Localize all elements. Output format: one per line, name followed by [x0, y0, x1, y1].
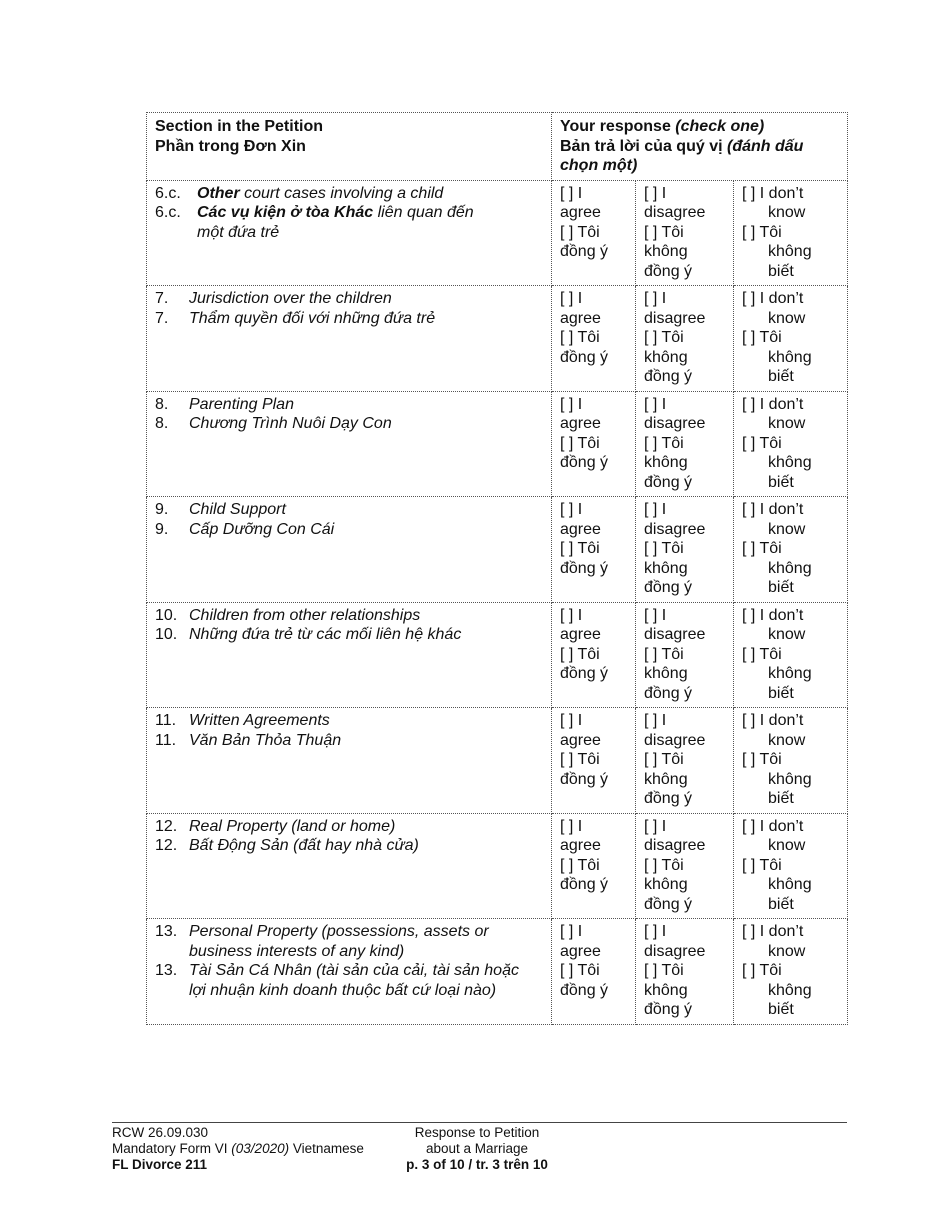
response-table	[146, 112, 848, 1025]
dont-know-checkbox[interactable]: [ ] I don’t know [ ] Tôi không biết	[734, 813, 848, 919]
header-response-vi: Bản trả lời của quý vị (đánh dấu chọn một)	[560, 137, 804, 174]
table-row	[147, 813, 848, 919]
agree-checkbox[interactable]: [ ] I agree [ ] Tôi đồng ý	[552, 708, 636, 814]
dont-know-checkbox[interactable]: [ ] I don’t know [ ] Tôi không biết	[734, 602, 848, 708]
disagree-checkbox[interactable]: [ ] I disagree [ ] Tôi không đồng ý	[636, 391, 734, 497]
agree-checkbox[interactable]: [ ] I agree [ ] Tôi đồng ý	[552, 813, 636, 919]
table-row	[147, 602, 848, 708]
section-cell: 10. Children from other relationships 10. Những đứa trẻ từ các mối liên hệ khác	[147, 602, 552, 708]
table-row	[147, 286, 848, 392]
header-response	[552, 113, 848, 181]
section-cell: 6.c. Other court cases involving a child 6.c. Các vụ kiện ở tòa Khác liên quan đến một đứa trẻ	[147, 180, 552, 286]
dont-know-checkbox[interactable]: [ ] I don’t know [ ] Tôi không biết	[734, 919, 848, 1025]
disagree-checkbox[interactable]: [ ] I disagree [ ] Tôi không đồng ý	[636, 180, 734, 286]
agree-checkbox[interactable]: [ ] I agree [ ] Tôi đồng ý	[552, 391, 636, 497]
table-row	[147, 708, 848, 814]
section-cell: 7. Jurisdiction over the children 7. Thẩm quyền đối với những đứa trẻ	[147, 286, 552, 392]
dont-know-checkbox[interactable]: [ ] I don’t know [ ] Tôi không biết	[734, 180, 848, 286]
footer-title: Response to Petition about a Marriage p. 3 of 10 / tr. 3 trên 10	[387, 1125, 567, 1173]
section-cell: 13. Personal Property (possessions, assets or business interests of any kind) 13. Tài Sản Cá Nhân (tài sản của cải, tài sản hoặc lợi nhuận kinh doanh thuộc bất cứ loại nào)	[147, 919, 552, 1025]
agree-checkbox[interactable]: [ ] I agree [ ] Tôi đồng ý	[552, 602, 636, 708]
dont-know-checkbox[interactable]: [ ] I don’t know [ ] Tôi không biết	[734, 708, 848, 814]
footer-form-version: Mandatory Form VI (03/2020) Vietnamese	[112, 1141, 364, 1156]
disagree-checkbox[interactable]: [ ] I disagree [ ] Tôi không đồng ý	[636, 602, 734, 708]
header-section-en: Section in the Petition	[155, 118, 324, 135]
section-cell: 12. Real Property (land or home) 12. Bất Động Sản (đất hay nhà cửa)	[147, 813, 552, 919]
agree-checkbox[interactable]: [ ] I agree [ ] Tôi đồng ý	[552, 180, 636, 286]
disagree-checkbox[interactable]: [ ] I disagree [ ] Tôi không đồng ý	[636, 497, 734, 603]
dont-know-checkbox[interactable]: [ ] I don’t know [ ] Tôi không biết	[734, 497, 848, 603]
table-header-row	[147, 113, 848, 181]
disagree-checkbox[interactable]: [ ] I disagree [ ] Tôi không đồng ý	[636, 813, 734, 919]
section-cell: 9. Child Support 9. Cấp Dưỡng Con Cái	[147, 497, 552, 603]
dont-know-checkbox[interactable]: [ ] I don’t know [ ] Tôi không biết	[734, 286, 848, 392]
header-section-vi: Phần trong Đơn Xin	[155, 137, 306, 155]
page-number: p. 3 of 10 / tr. 3 trên 10	[406, 1157, 548, 1172]
agree-checkbox[interactable]: [ ] I agree [ ] Tôi đồng ý	[552, 286, 636, 392]
footer-rcw: RCW 26.09.030	[112, 1125, 209, 1140]
table-row	[147, 497, 848, 603]
agree-checkbox[interactable]: [ ] I agree [ ] Tôi đồng ý	[552, 919, 636, 1025]
agree-checkbox[interactable]: [ ] I agree [ ] Tôi đồng ý	[552, 497, 636, 603]
footer-form-id: FL Divorce 211	[112, 1157, 208, 1172]
section-cell: 11. Written Agreements 11. Văn Bản Thỏa Thuận	[147, 708, 552, 814]
section-cell: 8. Parenting Plan 8. Chương Trình Nuôi Dạy Con	[147, 391, 552, 497]
disagree-checkbox[interactable]: [ ] I disagree [ ] Tôi không đồng ý	[636, 708, 734, 814]
disagree-checkbox[interactable]: [ ] I disagree [ ] Tôi không đồng ý	[636, 286, 734, 392]
dont-know-checkbox[interactable]: [ ] I don’t know [ ] Tôi không biết	[734, 391, 848, 497]
table-row	[147, 919, 848, 1025]
header-response-en: Your response (check one)	[560, 118, 765, 135]
footer-form-info	[112, 1125, 412, 1173]
page-footer	[112, 1122, 847, 1172]
disagree-checkbox[interactable]: [ ] I disagree [ ] Tôi không đồng ý	[636, 919, 734, 1025]
header-section	[147, 113, 552, 181]
table-row	[147, 391, 848, 497]
table-row	[147, 180, 848, 286]
